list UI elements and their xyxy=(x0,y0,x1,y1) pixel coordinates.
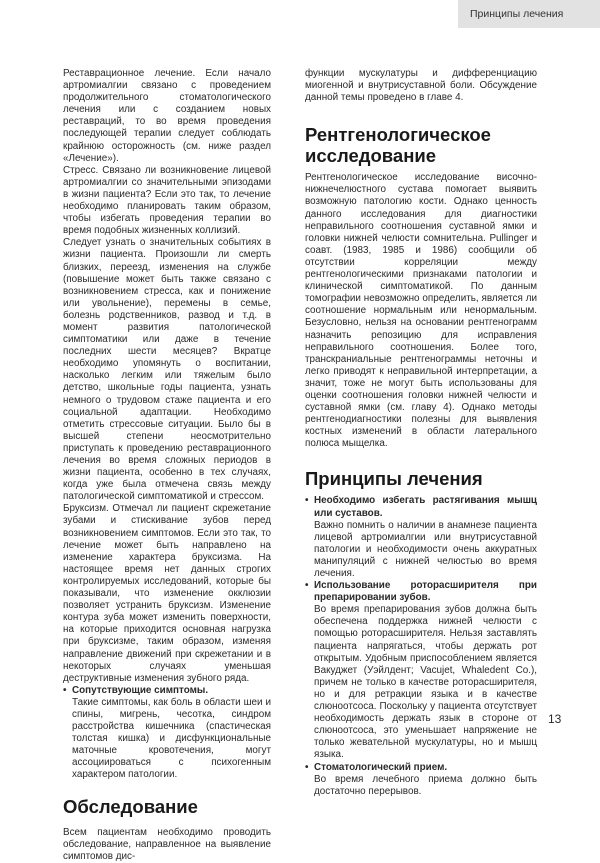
paragraph-examination: Всем пациентам необходимо проводить обследование, направленное на выявление симптомов дис- xyxy=(63,826,271,862)
bullet-avoid-stretching: • Необходимо избегать растягивания мышц или суставов. xyxy=(305,495,537,519)
right-column xyxy=(305,68,537,798)
running-header-title: Принципы лечения xyxy=(470,8,564,20)
bullet-accompanying-symptoms-text: Такие симптомы, как боль в области шеи и спины, мигрень, чесотка, синдром расстройства кишечника (спастическая толстая кишка) и дисфункциональные маточные кровотечения, могут ассоциироваться с психогенным характером патологии. xyxy=(72,696,271,781)
paragraph-life-events: Следует узнать о значительных событиях в жизни пациента. Произошли ли смерть близких, переезд, изменения на службе (повышение может быть также связано с возникновением стресса, как и понижение или увольнение), перемены в семье, болезнь родственников, развод и т.д. в момент развития патологической симптоматики или даже в течение последних шести месяцев? Вкратце необходимо упомянуть о воспитании, насколько легким или тяжелым было детство, школьные годы пациента, узнать немного о трудовом стаже пациента и его социальной адаптации. Необходимо отметить стрессовые ситуации. Было бы в высшей степени неосмотрительно приступать к проведению реставрационного лечения во время сложных периодов в жизни пациента, особенно в тех случаях, когда уже была отмечена связь между патологической симптоматикой и стрессом. xyxy=(63,237,271,503)
bullet-mouth-prop: • Использование роторасширителя при препарировании зубов. xyxy=(305,580,537,604)
bullet-accompanying-symptoms: • Сопутствующие симптомы. xyxy=(63,685,271,697)
page-number: 13 xyxy=(548,712,562,726)
bullet-avoid-stretching-text: Важно помнить о наличии в анамнезе пациента лицевой артромиалгии или внутрисуставной патологии и необходимости очень аккуратных манипуляций с нижней челюстью во время лечения. xyxy=(314,519,537,579)
heading-radiology: Рентгенологическое исследование xyxy=(305,124,491,167)
bullet-mouth-prop-text: Во время препарирования зубов должна быть обеспечена поддержка нижней челюсти с помощью роторасширителя. Нельзя заставлять пациента напрягаться, чтобы держать рот открытым. Удобным приспособлением является Вакуджет (Уэйлдент; Vacujet, Whaledent Co.), причем не только в качестве роторасширителя, но и для ретракции языка и в качестве слюноотсоса. Поскольку у пациента отсутствует необходимость держать язык в стороне от слюноотсоса, это уменьшает напряжение не только жевательной мускулатуры, но и мышц языка. xyxy=(314,604,537,761)
bullet-dental-appointment: • Стоматологический прием. xyxy=(305,762,537,774)
bullet-dental-appointment-text: Во время лечебного приема должно быть достаточно перерывов. xyxy=(314,773,537,797)
paragraph-continuation: функции мускулатуры и дифференциацию миогенной и внутрисуставной боли. Обсуждение данной темы проведено в главе 4. xyxy=(305,68,537,104)
paragraph-bruxism: Бруксизм. Отмечал ли пациент скрежетание зубами и стискивание зубов перед возникновением симптомов. Если это так, то лечение может быть направлено на изменение характера бруксизма. На настоящее время нет данных строгих контролируемых исследований, которые бы показывали, что изменение окклюзии позволяет устранить бруксизм. Изменение контура зуба может изменить поверхности, на которые приходится основная нагрузка при бруксизме, таким образом, изменяя направление движений при скрежетании и в некоторых случаях уменьшая деструктивные изменения зубного ряда. xyxy=(63,503,271,684)
paragraph-stress: Стресс. Связано ли возникновение лицевой артромиалгии со значительными эпизодами в жизни пациента? Если это так, то лечение необходимо планировать таким образом, чтобы избегать проведения терапии во время подобных жизненных коллизий. xyxy=(63,164,271,237)
paragraph-radiology: Рентгенологическое исследование височно-нижнечелюстного сустава помогает выявить возможную патологию кости. Однако ценность данного исследования для диагностики неправильного соотношения суставной ямки и головки нижней челюсти сомнительна. Pullinger и соавт. (1983, 1985 и 1986) сообщили об отсутствии корреляции между рентгенологическими признаками патологии и клинической симптоматикой. По данным томографии невозможно определить, является ли соотношение нормальным или ненормальным. Безусловно, нельзя на основании рентгенограмм назначить репозицию для исправления неправильного соотношения. Более того, транскраниальные рентгенограммы неточны и легко приводят к неправильной интерпретации, а значит, тоже не могут быть использованы для оценки соотношения головки нижней челюсти и суставной ямки (см. главу 4). Однако методы рентгенодиагностики полезны для выявления костных изменений в области латерального полюса мыщелка. xyxy=(305,172,537,450)
left-column xyxy=(63,68,271,863)
paragraph-restorative: Реставрационное лечение. Если начало артромиалгии связано с проведением продолжительного стоматологического лечения или с созданием новых реставраций, то во время проведения последующей терапии следует соблюдать крайнюю осторожность (см. ниже раздел «Лечение»). xyxy=(63,68,271,164)
heading-examination: Обследование xyxy=(63,795,198,817)
running-header xyxy=(458,0,600,28)
heading-treatment-principles: Принципы лечения xyxy=(305,468,483,490)
